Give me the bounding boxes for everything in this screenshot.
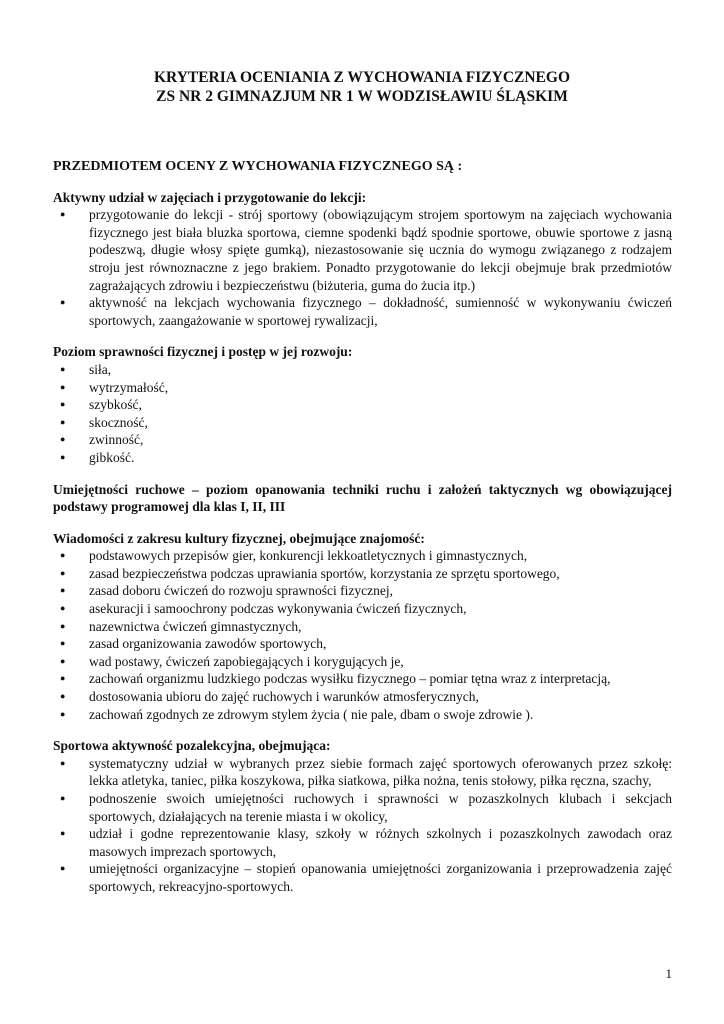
title-line-1: KRYTERIA OCENIANIA Z WYCHOWANIA FIZYCZNEGO	[153, 69, 571, 86]
list-item: ● podnoszenie swoich umiejętności ruchowych i sprawności w pozaszkolnych klubach i sekcjach sportowych, działających na terenie miasta i w okolicy,	[53, 790, 672, 825]
page-number: 1	[665, 966, 672, 981]
section-heading: Poziom sprawności fizycznej i postęp w jej rozwoju:	[53, 344, 353, 360]
bullet-list	[53, 547, 672, 723]
list-item: ● zasad organizowania zawodów sportowych,	[53, 635, 672, 653]
section-knowledge	[53, 530, 672, 724]
list-item: ● aktywność na lekcjach wychowania fizycznego – dokładność, sumienność w wykonywaniu ćwiczeń sportowych, zaangażowanie w sportowej rywalizacji,	[53, 294, 672, 329]
section-heading: Umiejętności ruchowe – poziom opanowania techniki ruchu i założeń taktycznych wg obowiązującej podstawy programowej dla klas I, II, III	[53, 481, 672, 515]
bullet-list	[53, 361, 672, 467]
section-active-participation	[53, 189, 672, 330]
section-fitness-level	[53, 343, 672, 466]
bullet-list	[53, 206, 672, 329]
section-motor-skills	[53, 481, 672, 516]
title-line-2: ZS NR 2 GIMNAZJUM NR 1 W WODZISŁAWIU ŚLĄSKIM	[156, 88, 568, 105]
document-subtitle: PRZEDMIOTEM OCENY Z WYCHOWANIA FIZYCZNEGO SĄ :	[53, 159, 463, 174]
list-item: ● dostosowania ubioru do zajęć ruchowych i warunków atmosferycznych,	[53, 688, 672, 706]
list-item: ● umiejętności organizacyjne – stopień opanowania umiejętności zorganizowania i przeprowadzenia zajęć sportowych, rekreacyjno-sportowych.	[53, 860, 672, 895]
list-item: ● wad postawy, ćwiczeń zapobiegających i korygujących je,	[53, 653, 672, 671]
list-item: ● zachowań organizmu ludzkiego podczas wysiłku fizycznego – pomiar tętna wraz z interpretacją,	[53, 670, 672, 688]
list-item: ● zasad bezpieczeństwa podczas uprawiania sportów, korzystania ze sprzętu sportowego,	[53, 565, 672, 583]
section-heading: Wiadomości z zakresu kultury fizycznej, obejmujące znajomość:	[53, 530, 425, 546]
list-item: ● asekuracji i samoochrony podczas wykonywania ćwiczeń fizycznych,	[53, 600, 672, 618]
list-item: ● wytrzymałość,	[53, 379, 672, 397]
document-body	[53, 158, 672, 910]
list-item: ● zachowań zgodnych ze zdrowym stylem życia ( nie pale, dbam o swoje zdrowie ).	[53, 706, 672, 724]
section-extracurricular	[53, 737, 672, 895]
list-item: ● przygotowanie do lekcji - strój sportowy (obowiązującym strojem sportowym na zajęciach wychowania fizycznego jest biała bluzka sportowa, ciemne spodenki bądź spodnie sportowe, obuwie sportowe z jasną podeszwą, długie włosy spięte gumką), niezastosowanie się ucznia do wymogu związanego z rodzajem stroju jest równoznaczne z jego brakiem. Ponadto przygotowanie do lekcji obejmuje brak przedmiotów zagrażających zdrowiu i bezpieczeństwu (biżuteria, guma do żucia itp.)	[53, 206, 672, 294]
list-item: ● gibkość.	[53, 449, 672, 467]
list-item: ● udział i godne reprezentowanie klasy, szkoły w różnych szkolnych i pozaszkolnych zawodach oraz masowych imprezach sportowych,	[53, 825, 672, 860]
bullet-list	[53, 755, 672, 896]
list-item: ● skoczność,	[53, 414, 672, 432]
list-item: ● zasad doboru ćwiczeń do rozwoju sprawności fizycznej,	[53, 582, 672, 600]
list-item: ● siła,	[53, 361, 672, 379]
list-item: ● podstawowych przepisów gier, konkurencji lekkoatletycznych i gimnastycznych,	[53, 547, 672, 565]
list-item: ● nazewnictwa ćwiczeń gimnastycznych,	[53, 618, 672, 636]
document-title	[0, 68, 724, 106]
list-item: ● szybkość,	[53, 396, 672, 414]
list-item: ● zwinność,	[53, 431, 672, 449]
list-item: ● systematyczny udział w wybranych przez siebie formach zajęć sportowych oferowanych przez szkołę: lekka atletyka, taniec, piłka koszykowa, piłka siatkowa, piłka nożna, tenis stołowy, piłka ręczna, szachy,	[53, 755, 672, 790]
section-heading: Aktywny udział w zajęciach i przygotowanie do lekcji:	[53, 189, 367, 205]
section-heading: Sportowa aktywność pozalekcyjna, obejmująca:	[53, 738, 331, 754]
